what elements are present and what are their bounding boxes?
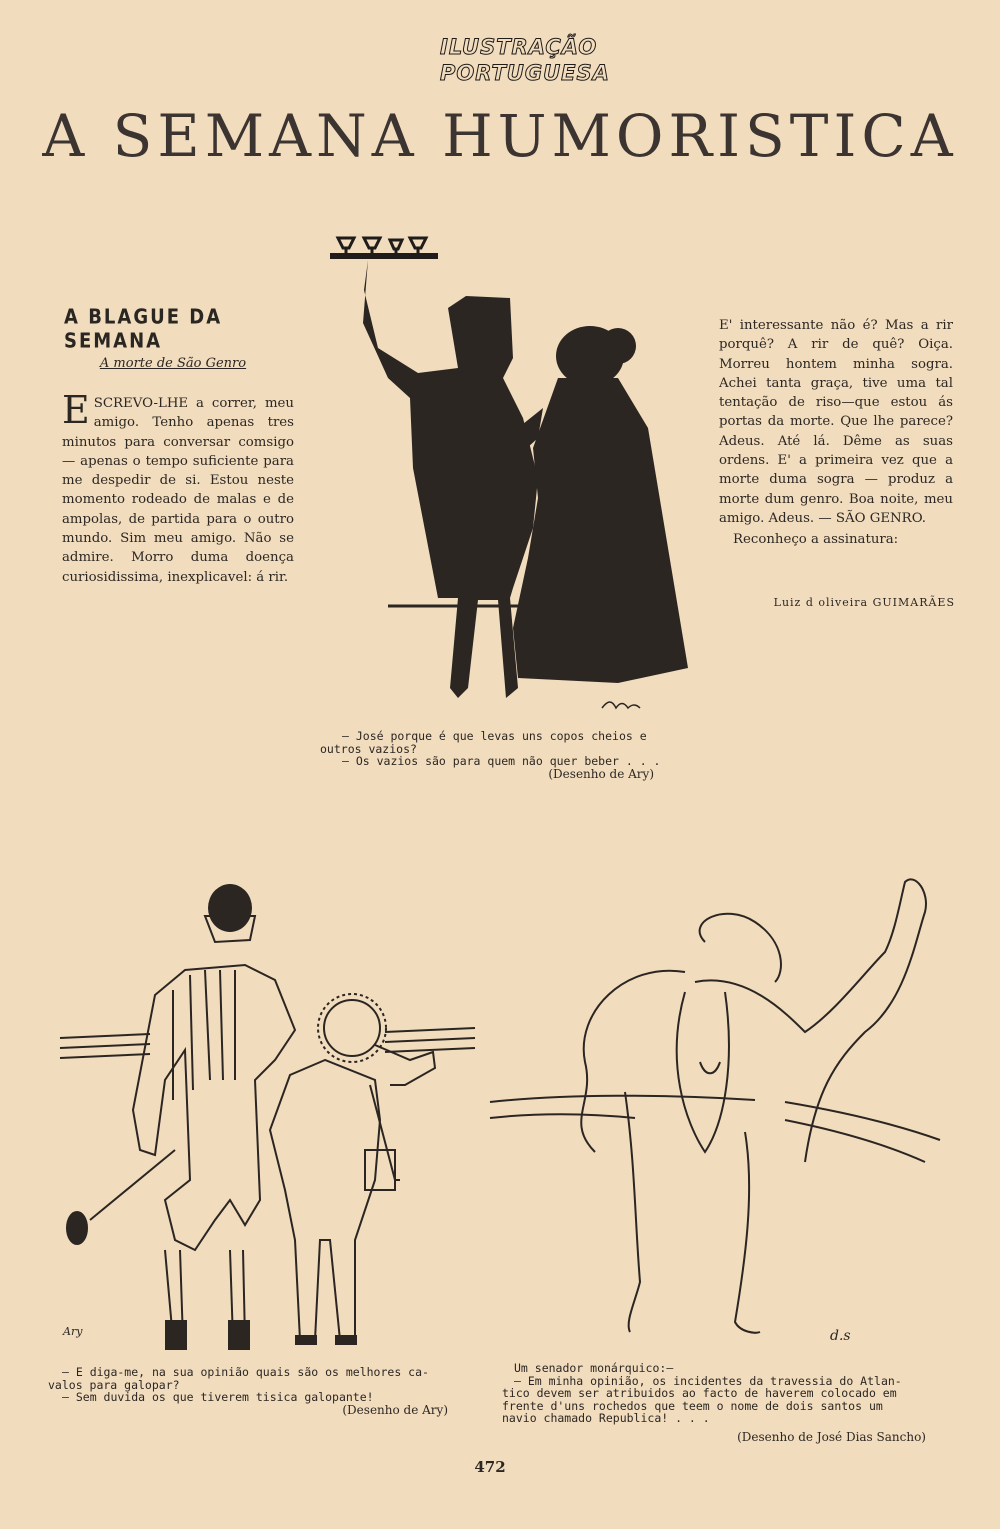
bottom-left-cartoon-caption <box>48 1366 478 1416</box>
top-cartoon-caption <box>320 730 690 780</box>
article-right-column <box>719 316 953 550</box>
waiter-silhouette-illustration <box>318 228 698 728</box>
bottom-right-cartoon-caption <box>502 1362 926 1443</box>
caption-line: navio chamado Republica! . . . <box>502 1411 710 1425</box>
page-number: 472 <box>474 1458 506 1476</box>
caption-line: Um senador monárquico:— <box>514 1361 674 1375</box>
caption-line: frente d'uns rochedos que teem o nome de dois santos um <box>502 1398 883 1413</box>
masthead-line-1: ILUSTRAÇÃO <box>440 35 598 59</box>
riders-cartoon-illustration <box>55 880 485 1360</box>
caption-line: — E diga-me, na sua opinião quais são os melhores ca- <box>62 1365 429 1379</box>
article-subheading: A morte de São Genro <box>99 356 247 371</box>
drop-cap: E <box>62 388 90 432</box>
caption-line: outros vazios? <box>320 741 417 756</box>
bottom-right-cartoon-credit: (Desenho de José Dias Sancho) <box>737 1429 926 1444</box>
bottom-right-artist-mark: d.s <box>830 1328 851 1344</box>
bottom-left-artist-mark: Ary <box>63 1325 83 1338</box>
article-left-column <box>62 388 294 587</box>
bottom-left-cartoon-credit: (Desenho de Ary) <box>342 1402 448 1417</box>
article-heading: A BLAGUE DA SEMANA <box>64 304 223 354</box>
top-cartoon-credit: (Desenho de Ary) <box>548 766 654 781</box>
article-closing: Reconheço a assinatura: <box>733 532 899 548</box>
caption-line: — Os vazios são para quem não quer beber . . . <box>342 754 661 768</box>
caption-line: — José porque é que levas uns copos cheios e <box>342 729 647 743</box>
caption-line: — Sem duvida os que tiverem tisica galopante! <box>62 1390 374 1404</box>
article-signature: Luiz d oliveira GUIMARÃES <box>773 596 955 609</box>
caption-line: valos para galopar? <box>48 1377 180 1392</box>
caption-line: tico devem ser atribuidos ao facto de haverem colocado em <box>502 1386 897 1400</box>
masthead-logo <box>440 34 610 92</box>
article-left-text: SCREVO-LHE a correr, meu amigo. Tenho apenas tres minutos para conversar comsigo — apenas o tempo suficiente para me despedir de si. Estou neste momento rodeado de malas e de ampolas, de partida para o outro mundo. Sim meu amigo. Não se admire. Morro duma doença curiosidissima, inexplicavel: á rir. <box>62 396 294 585</box>
article-right-text: E' interessante não é? Mas a rir porquê? A rir de quê? Oiça. Morreu hontem minha sogra. Achei tanta graça, tive uma tal tentação de riso—que estou ás portas da morte. Que lhe parece? Adeus. Até lá. Dême as suas ordens. E' a primeira vez que a morte duma sogra — produz a morte dum genro. Boa noite, meu amigo. Adeus. — SÃO GENRO. <box>719 318 953 526</box>
page-title: A SEMANA HUMORISTICA <box>42 102 958 170</box>
masthead-line-2: PORTUGUESA <box>440 61 610 85</box>
caption-line: — Em minha opinião, os incidentes da travessia do Atlan- <box>514 1373 902 1388</box>
senator-figure-illustration <box>485 862 955 1352</box>
